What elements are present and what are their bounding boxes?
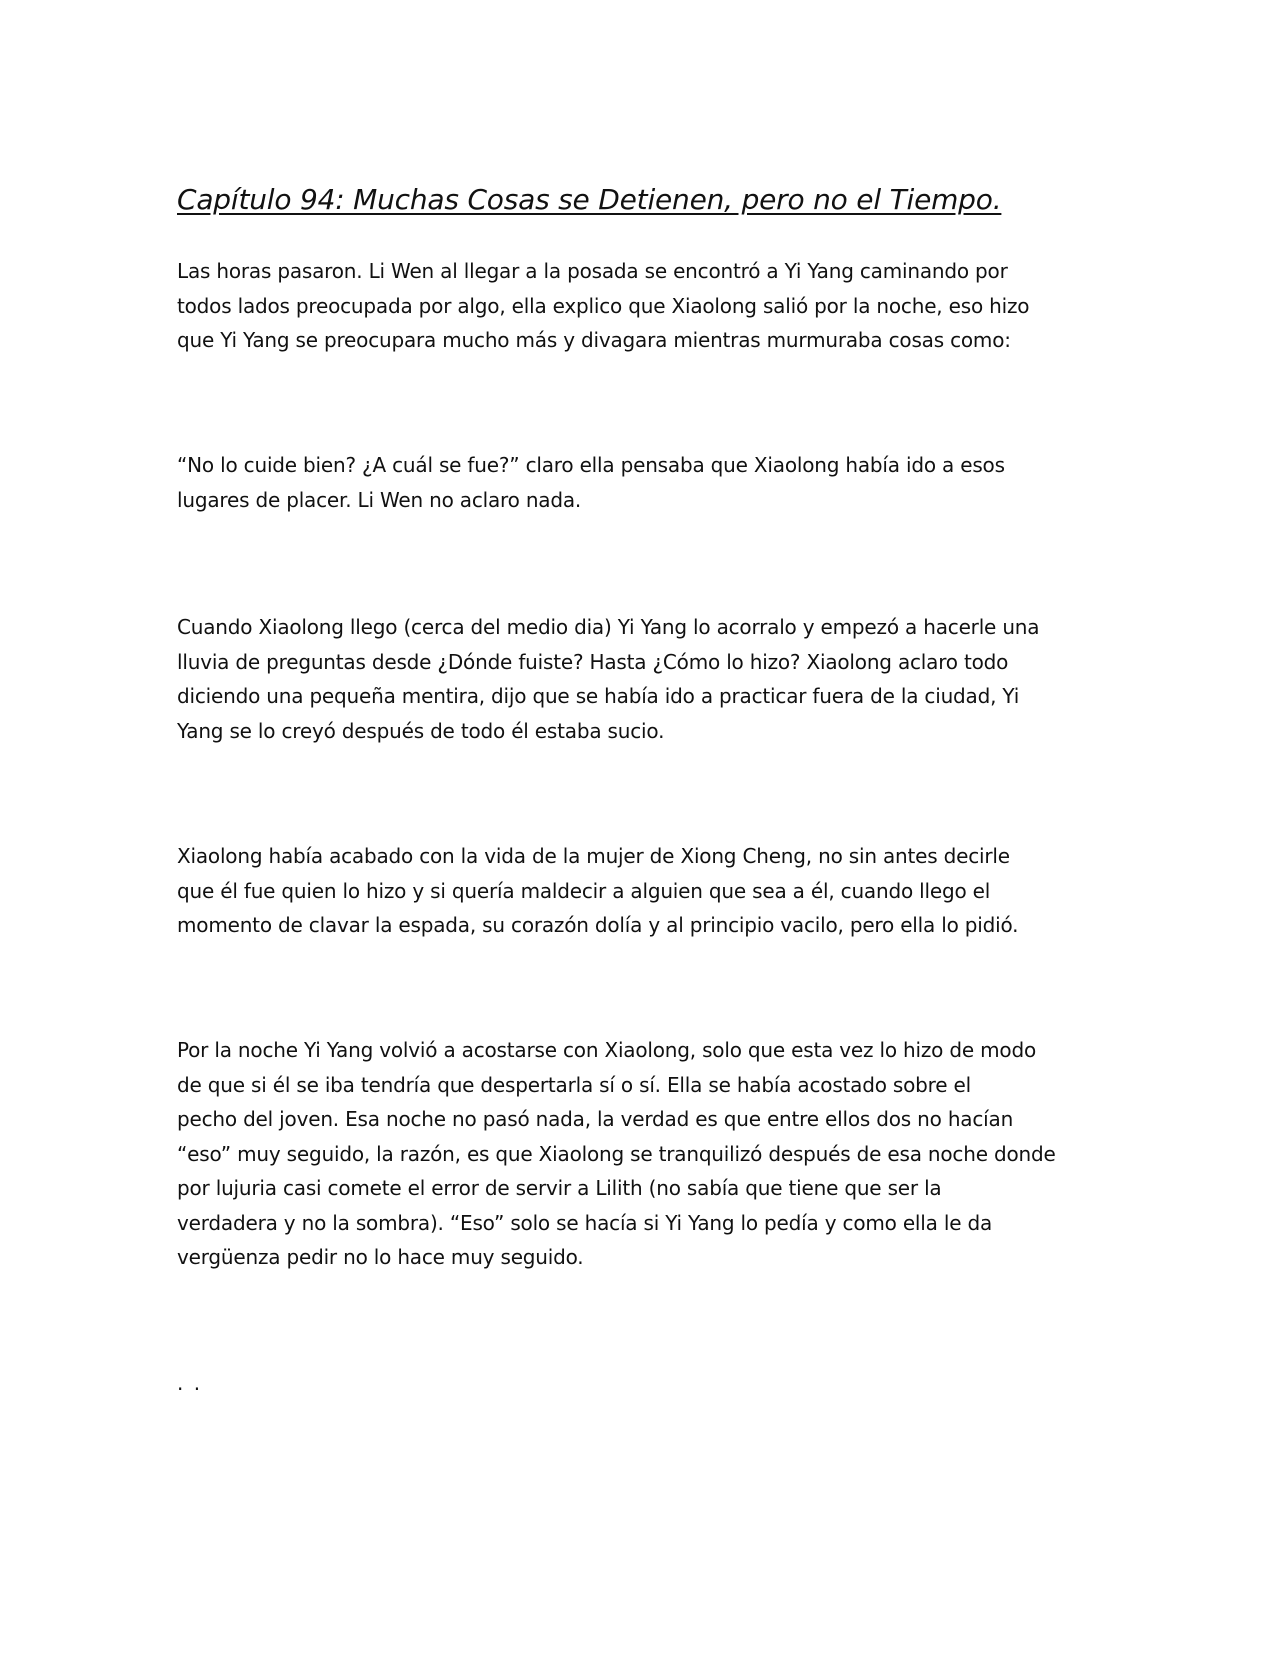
paragraph-line: vergüenza pedir no lo hace muy seguido. bbox=[177, 1245, 584, 1269]
paragraph-line: por lujuria casi comete el error de servir a Lilith (no sabía que tiene que ser la bbox=[177, 1176, 942, 1200]
paragraph-line: “No lo cuide bien? ¿A cuál se fue?” claro ella pensaba que Xiaolong había ido a esos bbox=[177, 453, 1005, 477]
paragraph-line: que Yi Yang se preocupara mucho más y divagara mientras murmuraba cosas como: bbox=[177, 328, 1011, 352]
paragraph-1 bbox=[177, 254, 1107, 358]
paragraph-line: todos lados preocupada por algo, ella explico que Xiaolong salió por la noche, eso hizo bbox=[177, 293, 1030, 318]
paragraph-line: Yang se lo creyó después de todo él estaba sucio. bbox=[177, 718, 665, 743]
ending-mark: . . bbox=[177, 1371, 203, 1395]
paragraph-5 bbox=[177, 1033, 1107, 1275]
chapter-title: Capítulo 94: Muchas Cosas se Detienen, pero no el Tiempo. bbox=[177, 183, 1002, 216]
paragraph-3 bbox=[177, 610, 1107, 748]
paragraph-line: lugares de placer. Li Wen no aclaro nada. bbox=[177, 487, 582, 512]
paragraph-line: que él fue quien lo hizo y si quería maldecir a alguien que sea a él, cuando llego el bbox=[177, 878, 991, 903]
paragraph-2 bbox=[177, 448, 1107, 517]
paragraph-4 bbox=[177, 839, 1107, 943]
paragraph-line: “eso” muy seguido, la razón, es que Xiaolong se tranquilizó después de esa noche donde bbox=[177, 1141, 1056, 1166]
paragraph-line: Las horas pasaron. Li Wen al llegar a la posada se encontró a Yi Yang caminando por bbox=[177, 259, 1008, 283]
paragraph-line: diciendo una pequeña mentira, dijo que se había ido a practicar fuera de la ciudad, Yi bbox=[177, 684, 1020, 708]
paragraph-line: pecho del joven. Esa noche no pasó nada, la verdad es que entre ellos dos no hacían bbox=[177, 1107, 1014, 1131]
paragraph-line: momento de clavar la espada, su corazón dolía y al principio vacilo, pero ella lo pidió. bbox=[177, 913, 1019, 937]
paragraph-line: Cuando Xiaolong llego (cerca del medio dia) Yi Yang lo acorralo y empezó a hacerle una bbox=[177, 615, 1040, 639]
paragraph-line: lluvia de preguntas desde ¿Dónde fuiste? Hasta ¿Cómo lo hizo? Xiaolong aclaro todo bbox=[177, 649, 1009, 674]
paragraph-line: verdadera y no la sombra). “Eso” solo se hacía si Yi Yang lo pedía y como ella le da bbox=[177, 1210, 993, 1235]
paragraph-line: de que si él se iba tendría que despertarla sí o sí. Ella se había acostado sobre el bbox=[177, 1072, 971, 1097]
paragraph-line: Xiaolong había acabado con la vida de la mujer de Xiong Cheng, no sin antes decirle bbox=[177, 844, 1010, 868]
paragraph-line: Por la noche Yi Yang volvió a acostarse con Xiaolong, solo que esta vez lo hizo de modo bbox=[177, 1038, 1036, 1062]
